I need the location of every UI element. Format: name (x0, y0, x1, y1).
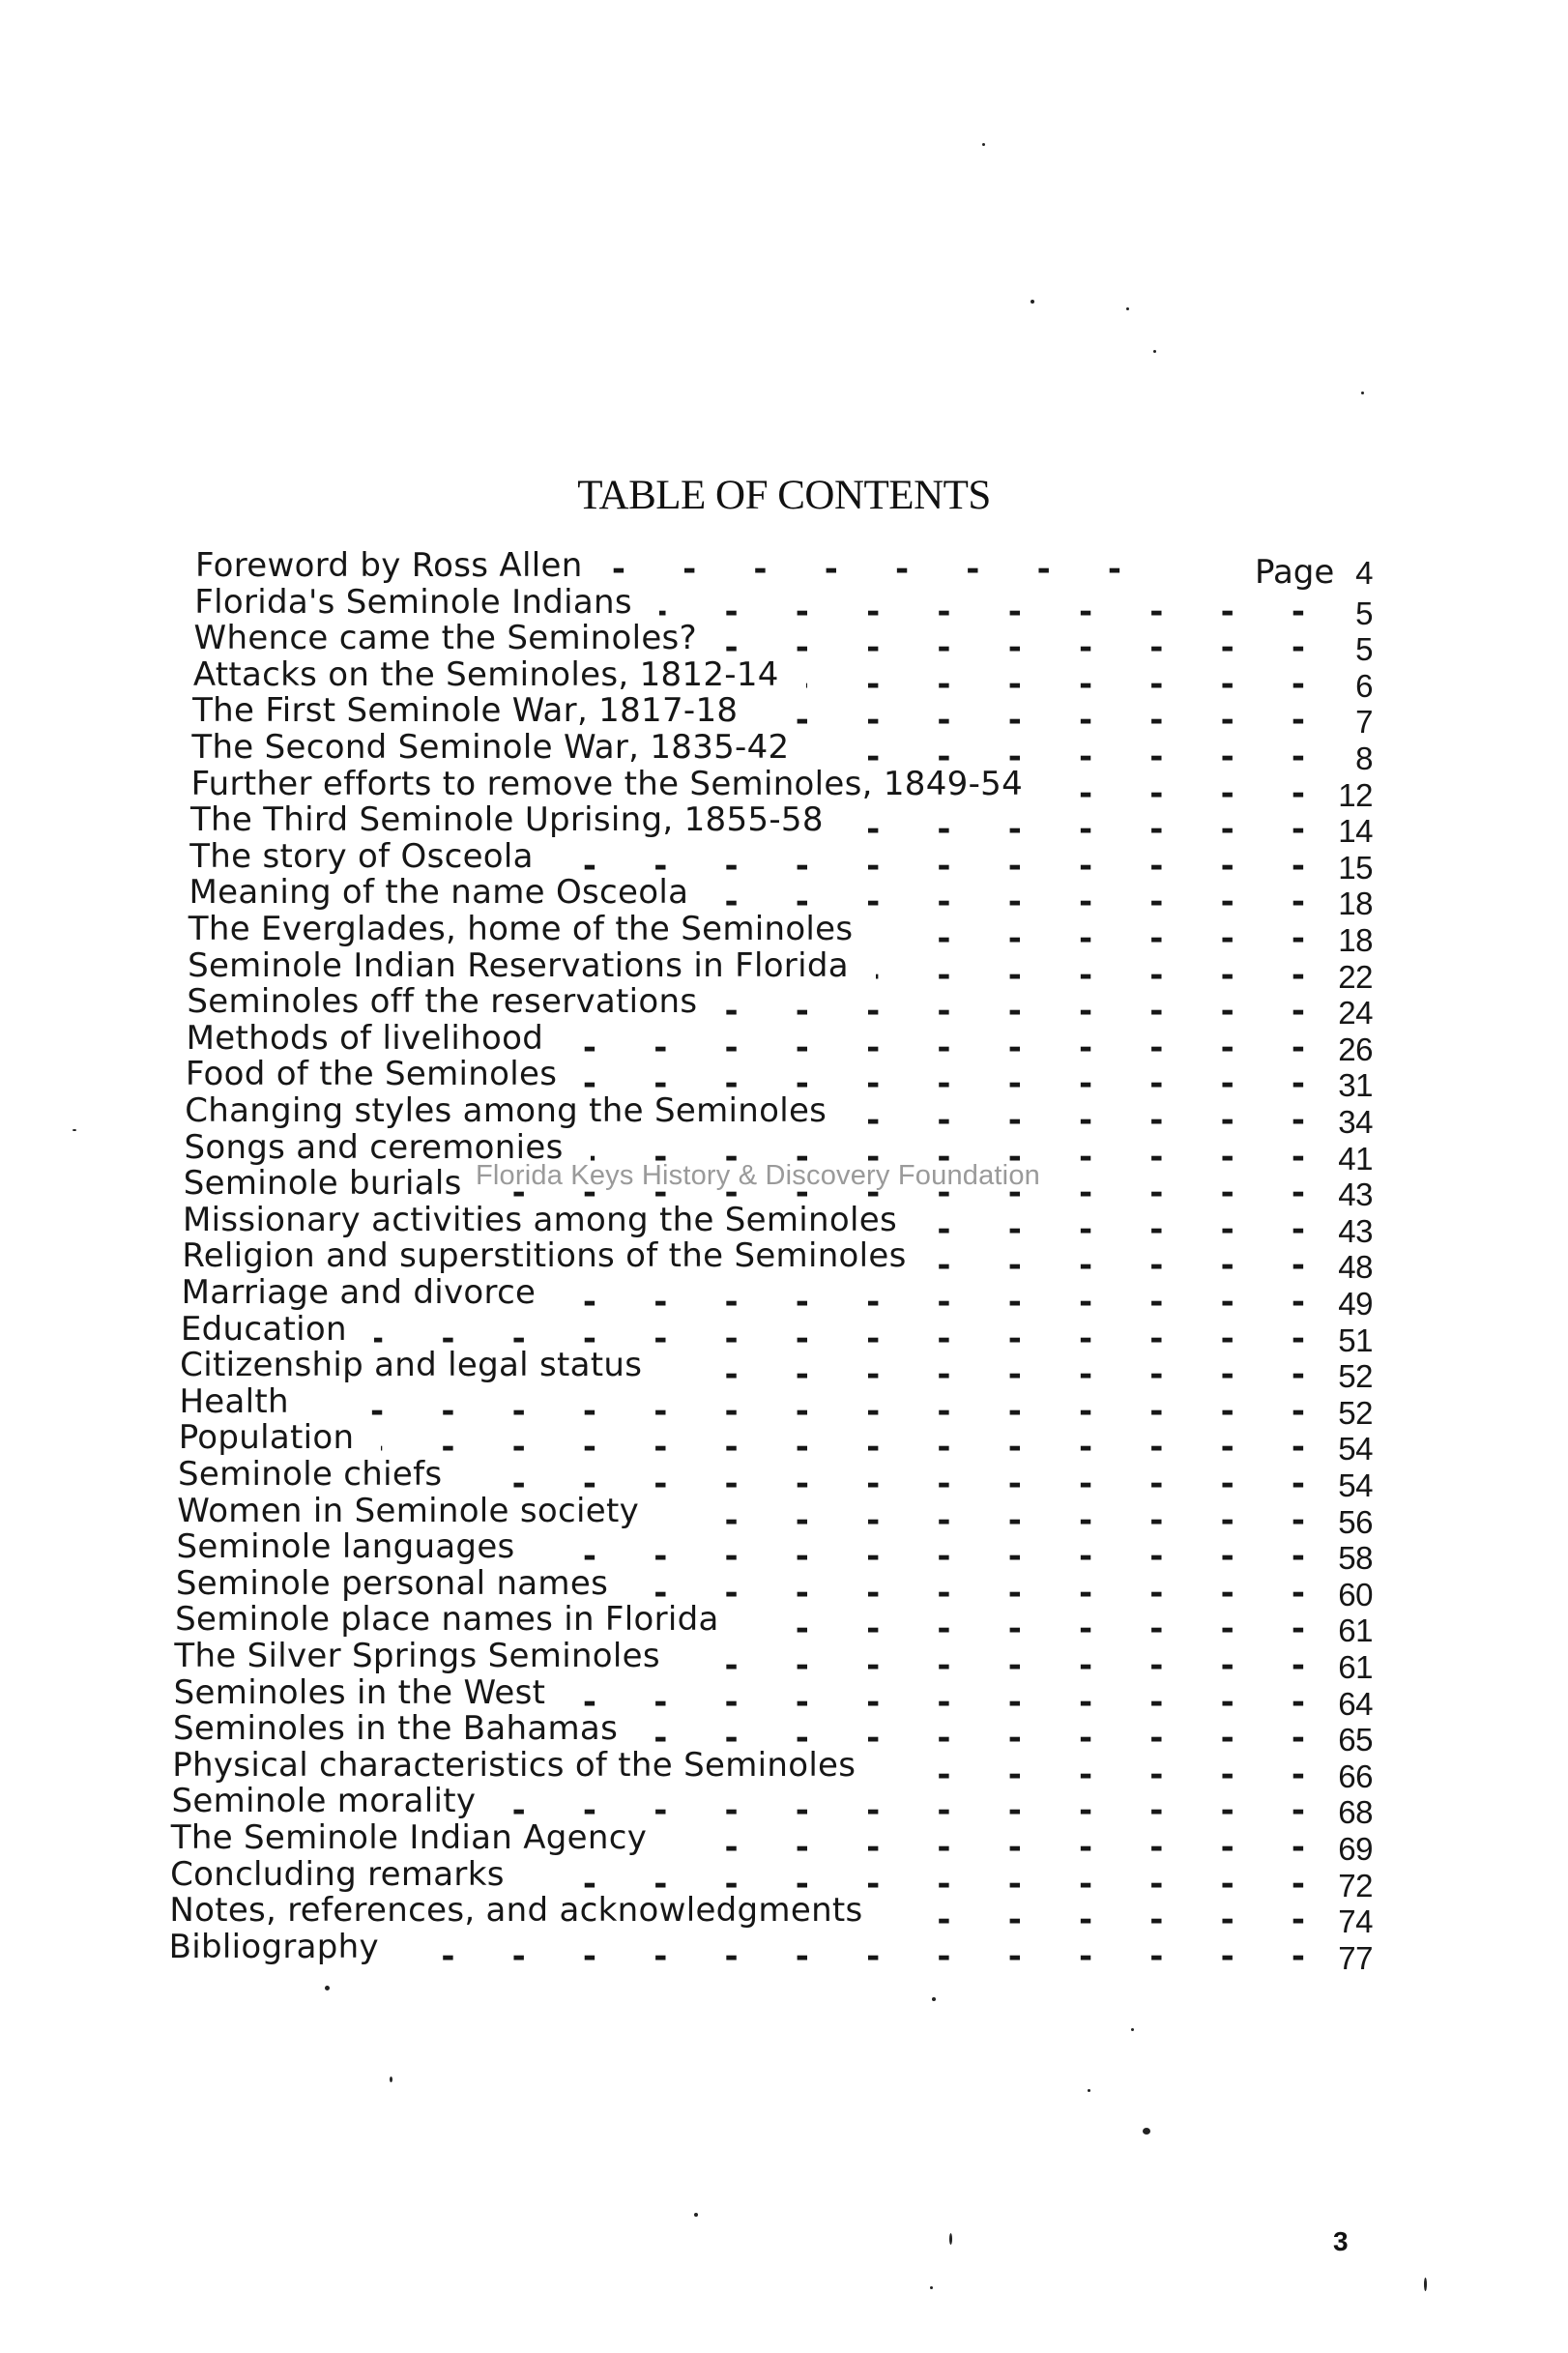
toc-entry-page: 66 (1338, 1757, 1373, 1794)
toc-entry (173, 1672, 1373, 1722)
toc-entry-title: The First Seminole War, 1817-18 (192, 691, 739, 731)
toc-entry-title: Physical characteristics of the Seminoles (172, 1745, 857, 1785)
toc-entry-page: 8 (1355, 741, 1373, 776)
toc-entry-title: Seminole languages (176, 1527, 515, 1567)
toc-entry-page: 43 (1338, 1212, 1373, 1249)
scan-speck (1153, 350, 1156, 353)
toc-entry-title: Bibliography (168, 1927, 379, 1966)
scan-speck (1031, 300, 1034, 304)
toc-entry-title: Notes, references, and acknowledgments (169, 1891, 863, 1931)
toc-entry-title: The Third Seminole Uprising, 1855-58 (189, 800, 824, 840)
toc-entry-title: Concluding remarks (170, 1854, 505, 1894)
toc-entry-title: Marriage and divorce (181, 1273, 537, 1312)
toc-entry (195, 546, 1373, 591)
toc-entry-page: 5 (1355, 631, 1373, 668)
toc-entry-page: 51 (1338, 1322, 1373, 1358)
toc-entry-page: 49 (1338, 1286, 1373, 1322)
toc-entry-page: 6 (1355, 667, 1373, 704)
table-of-contents (0, 541, 1568, 1991)
toc-entry-page: 5 (1355, 595, 1373, 631)
toc-entry-page: 14 (1338, 813, 1373, 850)
toc-entry-page: 52 (1338, 1394, 1373, 1431)
toc-entry-title: Attacks on the Seminoles, 1812-14 (192, 654, 779, 694)
toc-entry-title: Further efforts to remove the Seminoles, 1849-54 (190, 764, 1024, 803)
toc-entry-title: Whence came the Seminoles? (193, 619, 697, 658)
toc-entry-page: 69 (1338, 1831, 1373, 1867)
toc-entry-page: 77 (1338, 1939, 1373, 1976)
toc-entry-page: 74 (1338, 1903, 1373, 1940)
toc-entry-page: 15 (1338, 849, 1373, 886)
page-title: TABLE OF CONTENTS (577, 473, 991, 518)
toc-entry-page: 48 (1338, 1249, 1373, 1286)
leader-dashes (406, 1938, 1305, 1975)
scan-speck (694, 2213, 698, 2217)
toc-entry-page: 22 (1338, 958, 1373, 995)
toc-entry (188, 910, 1373, 958)
toc-entry-title: Citizenship and legal status (180, 1346, 643, 1385)
toc-entry-page: 52 (1338, 1358, 1373, 1395)
toc-entry (194, 582, 1373, 631)
toc-entry (172, 1745, 1373, 1794)
toc-entry-title: Food of the Seminoles (185, 1055, 558, 1094)
toc-entry-title: Meaning of the name Osceola (189, 873, 689, 913)
toc-entry (170, 1854, 1373, 1903)
toc-entry (187, 982, 1373, 1031)
toc-entry-title: Florida's Seminole Indians (194, 582, 632, 622)
toc-entry-title: Seminole personal names (175, 1563, 609, 1603)
scan-speck (1126, 307, 1129, 310)
toc-entry (185, 1055, 1373, 1104)
toc-entry-page: 34 (1338, 1104, 1373, 1140)
toc-entry (175, 1563, 1373, 1612)
scan-speck (930, 2286, 933, 2289)
toc-entry-page: 43 (1338, 1176, 1373, 1213)
toc-entry-page: 64 (1338, 1685, 1373, 1722)
scan-speck (1361, 392, 1364, 394)
toc-entry-title: The Second Seminole War, 1835-42 (191, 728, 790, 767)
toc-entry-page: 54 (1338, 1467, 1373, 1503)
toc-entry-title: Religion and superstitions of the Seminoles (182, 1236, 907, 1276)
toc-entry (181, 1273, 1373, 1322)
toc-entry-title: Seminoles in the West (173, 1672, 546, 1712)
scan-speck (390, 2077, 392, 2082)
toc-entry (177, 1491, 1373, 1540)
scan-speck (1143, 2128, 1150, 2135)
page-number: 3 (1333, 2226, 1349, 2256)
toc-entry (182, 1236, 1373, 1286)
toc-entry (179, 1381, 1373, 1431)
toc-entry-title: The Everglades, home of the Seminoles (188, 910, 854, 948)
toc-entry-page: 26 (1338, 1031, 1373, 1067)
toc-entry (190, 764, 1373, 813)
toc-entry-page: 60 (1338, 1576, 1373, 1612)
toc-entry (171, 1782, 1373, 1831)
toc-entry-title: Population (178, 1418, 355, 1458)
toc-entry (191, 728, 1373, 776)
scan-speck (1131, 2028, 1134, 2031)
toc-entry (172, 1709, 1373, 1758)
toc-entry-title: Songs and ceremonies (184, 1127, 564, 1167)
toc-entry-page: 18 (1338, 886, 1373, 922)
toc-entry-page: 24 (1338, 995, 1373, 1031)
toc-entry (189, 873, 1373, 922)
toc-entry-page: 58 (1338, 1540, 1373, 1577)
toc-entry-title: Seminole morality (171, 1782, 477, 1821)
leader-dashes (610, 551, 1121, 588)
scan-speck (73, 1129, 76, 1131)
page-column-heading: Page (1255, 553, 1335, 592)
toc-entry-title: Seminole burials (183, 1164, 462, 1204)
toc-entry (189, 836, 1373, 886)
toc-entry (192, 691, 1373, 741)
scan-speck (325, 1986, 330, 1990)
toc-entry-page: 18 (1338, 922, 1373, 958)
scan-speck (1088, 2089, 1090, 2092)
toc-entry-title: Seminole chiefs (178, 1455, 443, 1494)
toc-entry-title: Foreword by Ross Allen (195, 546, 583, 585)
toc-entry (189, 800, 1373, 850)
toc-entry (175, 1600, 1373, 1649)
toc-entry (183, 1200, 1373, 1249)
toc-entry (178, 1455, 1373, 1503)
toc-entry-page: 4 (1355, 555, 1373, 591)
toc-entry-title: Health (179, 1381, 289, 1421)
toc-entry-title: Seminoles in the Bahamas (172, 1709, 619, 1749)
toc-entry-page: 31 (1338, 1067, 1373, 1104)
toc-entry (186, 1018, 1373, 1067)
scan-speck (982, 143, 985, 146)
toc-entry (170, 1818, 1373, 1867)
toc-entry (192, 654, 1373, 704)
scan-speck (932, 1997, 936, 2001)
toc-entry (193, 619, 1373, 668)
toc-entry-title: The Seminole Indian Agency (170, 1818, 648, 1857)
scan-speck (1424, 2278, 1427, 2291)
toc-entry-title: Missionary activities among the Seminoles (183, 1200, 897, 1239)
toc-entry-page: 72 (1338, 1867, 1373, 1903)
toc-entry-title: Seminoles off the reservations (187, 982, 698, 1022)
toc-entry-page: 54 (1338, 1431, 1373, 1467)
toc-entry-title: The story of Osceola (189, 836, 534, 876)
toc-entry-title: Women in Seminole society (177, 1491, 640, 1530)
toc-entry-page: 7 (1355, 704, 1373, 741)
toc-entry-title: Seminole place names in Florida (175, 1600, 719, 1640)
toc-entry-title: Changing styles among the Seminoles (185, 1091, 828, 1130)
toc-entry-page: 41 (1338, 1140, 1373, 1176)
toc-entry-title: Methods of livelihood (186, 1018, 544, 1058)
toc-entry-page: 61 (1338, 1649, 1373, 1685)
toc-entry (168, 1927, 1373, 1976)
toc-entry (185, 1091, 1373, 1140)
toc-entry (180, 1346, 1373, 1395)
toc-entry-page: 12 (1338, 776, 1373, 813)
toc-entry-page: 65 (1338, 1722, 1373, 1758)
toc-entry (169, 1891, 1373, 1940)
toc-entry-page: 56 (1338, 1503, 1373, 1540)
toc-entry-title: Education (180, 1309, 347, 1349)
scan-speck (949, 2233, 952, 2245)
watermark: Florida Keys History & Discovery Foundation (476, 1160, 1040, 1191)
toc-entry (176, 1527, 1373, 1577)
toc-entry-page: 61 (1338, 1612, 1373, 1649)
toc-entry (178, 1418, 1373, 1467)
toc-entry (174, 1637, 1373, 1685)
toc-entry (188, 945, 1373, 995)
toc-entry (180, 1309, 1373, 1358)
toc-entry-title: Seminole Indian Reservations in Florida (188, 945, 849, 985)
toc-entry-page: 68 (1338, 1794, 1373, 1831)
toc-entry-title: The Silver Springs Seminoles (174, 1637, 660, 1675)
